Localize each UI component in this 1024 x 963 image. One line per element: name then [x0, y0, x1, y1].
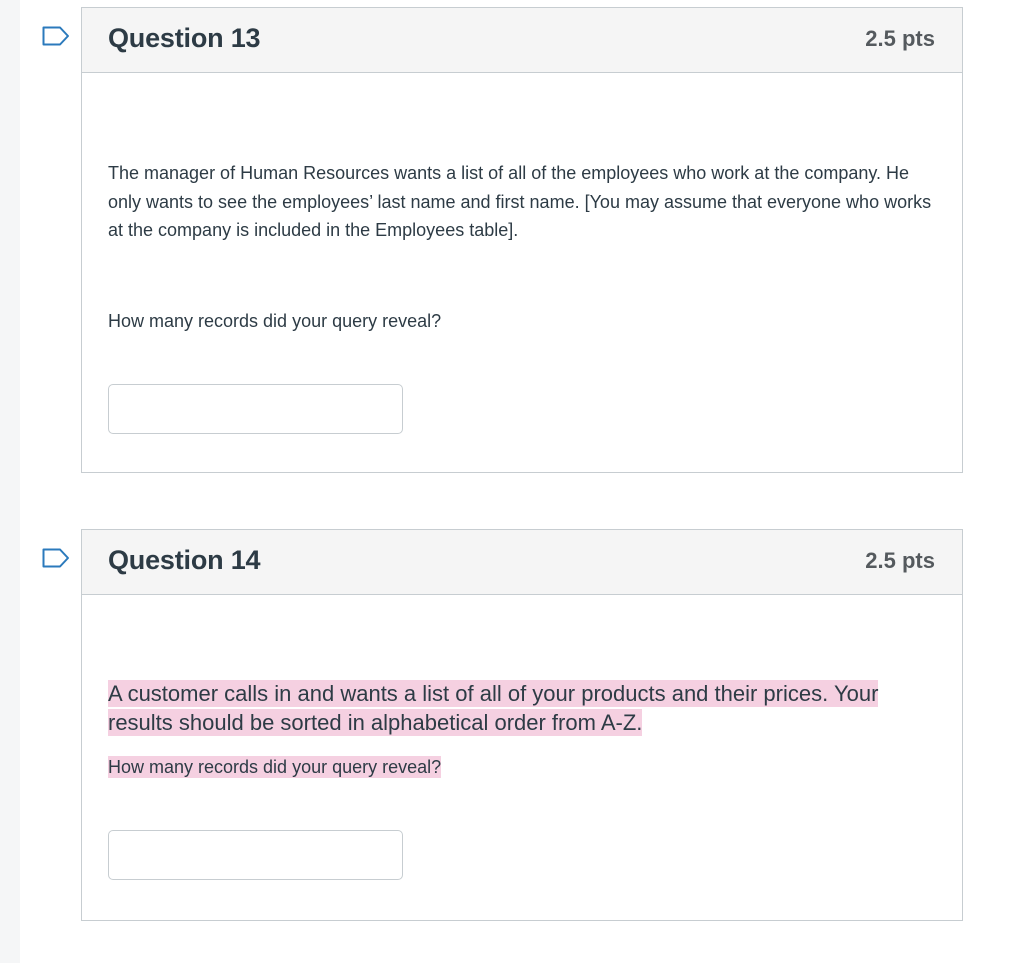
question-14-points: 2.5 pts: [865, 548, 935, 573]
question-14-text: A customer calls in and wants a list of all of your products and their prices. Your results should be sorted in alphabetical order from A-Z.: [108, 681, 879, 735]
question-14-answer-input[interactable]: [108, 830, 403, 880]
question-13-prompt: How many records did your query reveal?: [108, 311, 442, 331]
question-13-points: 2.5 pts: [865, 26, 935, 51]
question-14-card: [81, 529, 963, 921]
question-14-title: Question 14: [108, 545, 261, 575]
flag-question-13-icon[interactable]: [42, 26, 70, 46]
question-14-prompt-highlighted: [108, 757, 441, 778]
question-13-title: Question 13: [108, 23, 261, 53]
question-14-header: [82, 530, 962, 595]
question-13-answer-input[interactable]: [108, 384, 403, 434]
left-margin-strip: [0, 0, 20, 963]
flag-question-14-icon[interactable]: [42, 548, 70, 568]
question-13-card: [81, 7, 963, 473]
question-14-prompt: How many records did your query reveal?: [108, 757, 442, 777]
question-13-header: [82, 8, 962, 73]
question-13-text: The manager of Human Resources wants a list of all of the employees who work at the company. He only wants to see the employees’ last name and first name. [You may assume that everyone who works at the company is included in the Employees table].: [108, 163, 932, 240]
question-14-text-highlighted: [108, 679, 938, 737]
